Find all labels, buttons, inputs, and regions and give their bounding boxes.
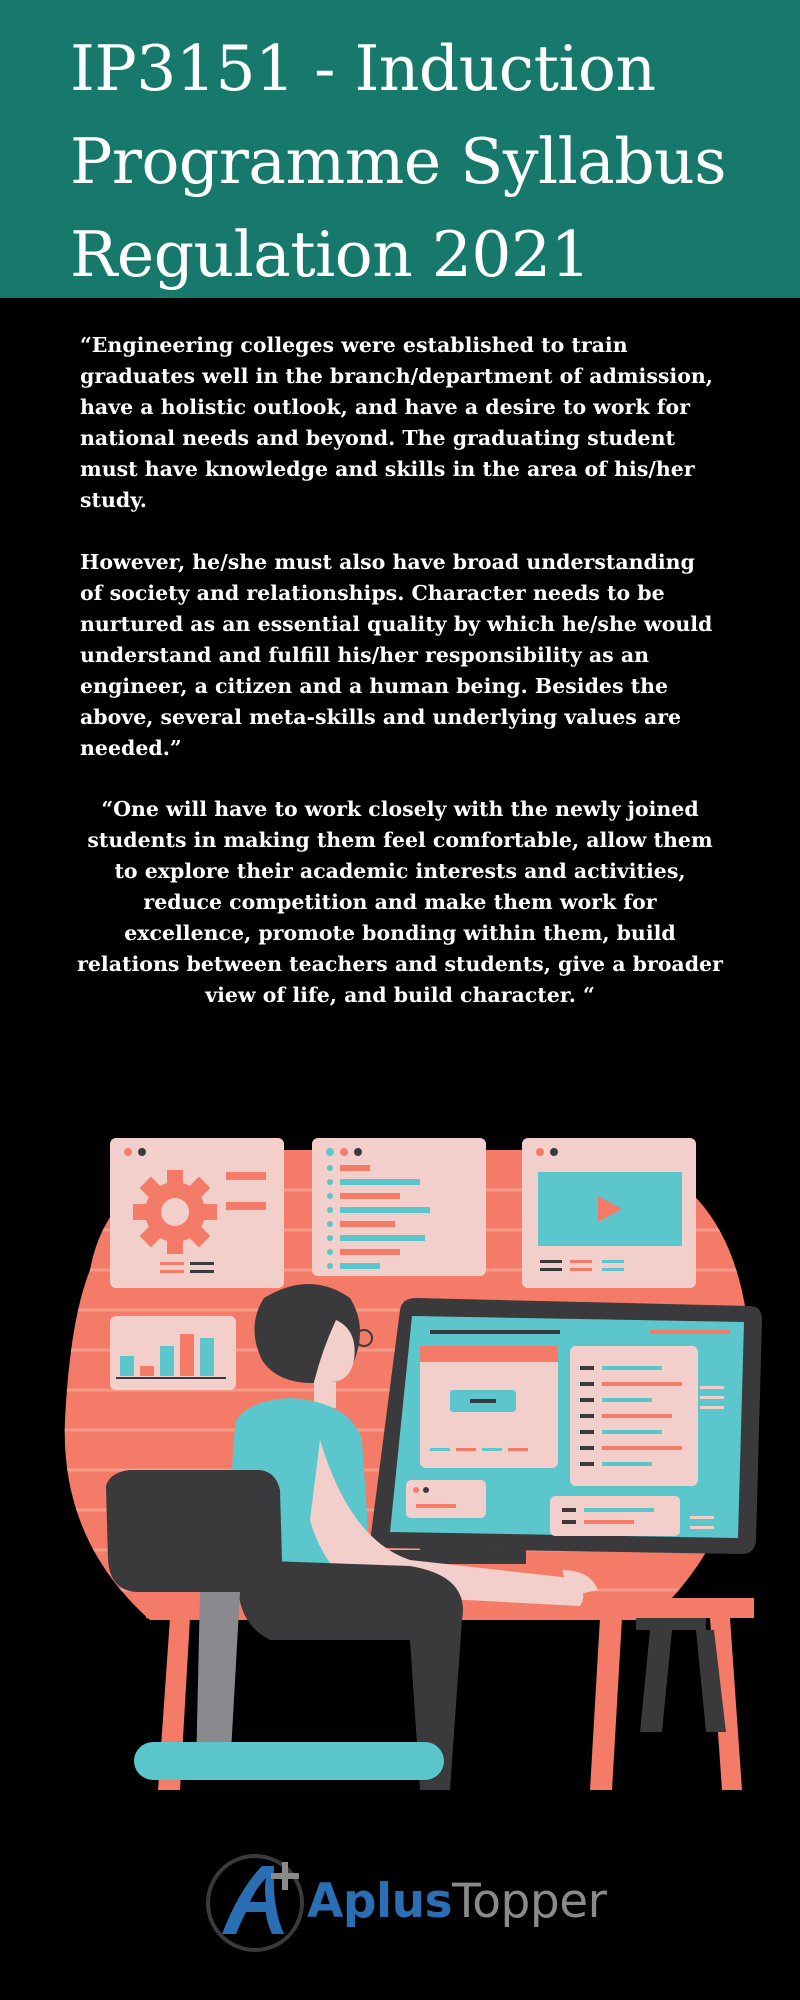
text-line: nurtured as an essential quality by which he/she would xyxy=(80,612,713,636)
text-line: national needs and beyond. The graduating student xyxy=(80,426,675,450)
text-line: have a holistic outlook, and have a desire to work for xyxy=(80,395,691,419)
brand-wordmark xyxy=(307,1874,606,1929)
title-line: IP3151 - Induction xyxy=(70,32,656,105)
text-line: above, several meta-skills and underlying values are xyxy=(80,705,682,729)
gear-panel xyxy=(110,1138,284,1288)
title-line: Regulation 2021 xyxy=(70,218,591,291)
text-line: students in making them feel comfortable, allow them xyxy=(87,828,713,852)
gear-icon xyxy=(133,1170,217,1254)
text-line: view of life, and build character. “ xyxy=(205,983,595,1007)
text-line: excellence, promote bonding within them, build xyxy=(124,921,676,945)
title-line: Programme Syllabus xyxy=(70,125,727,198)
text-line: “One will have to work closely with the newly joined xyxy=(101,797,699,821)
text-line: However, he/she must also have broad understanding xyxy=(80,550,695,574)
bar-chart-icon xyxy=(110,1316,236,1390)
quote-paragraph-3 xyxy=(70,794,730,1011)
text-line: graduates well in the branch/department of admission, xyxy=(80,364,713,388)
text-line: of society and relationships. Character needs to be xyxy=(80,581,665,605)
text-line: needed.” xyxy=(80,736,182,760)
code-panel xyxy=(312,1138,486,1276)
text-line: understand and fulfill his/her responsibility as an xyxy=(80,643,650,667)
text-line: “Engineering colleges were established to train xyxy=(80,333,628,357)
text-line: relations between teachers and students, give a broader xyxy=(77,952,723,976)
brand-part-topper: Topper xyxy=(452,1874,607,1929)
header-banner xyxy=(0,0,800,298)
page-title xyxy=(70,22,770,301)
office-worker-illustration xyxy=(50,1120,770,1820)
text-line: must have knowledge and skills in the area of his/her xyxy=(80,457,695,481)
text-line: reduce competition and make them work for xyxy=(143,890,657,914)
computer-monitor xyxy=(371,1298,762,1564)
quote-paragraph-2 xyxy=(80,547,720,764)
text-line: study. xyxy=(80,488,147,512)
brand-part-aplus: Aplus xyxy=(307,1874,453,1929)
quote-paragraph-1 xyxy=(80,330,720,516)
text-line: engineer, a citizen and a human being. Besides the xyxy=(80,674,669,698)
video-panel xyxy=(522,1138,696,1288)
text-line: to explore their academic interests and activities, xyxy=(114,859,686,883)
